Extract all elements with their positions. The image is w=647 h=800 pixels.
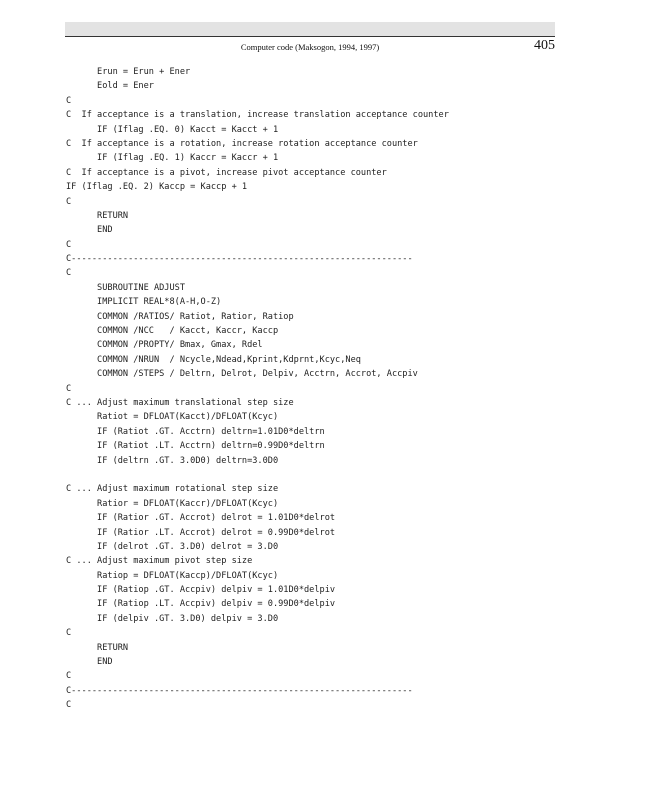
code-line: Ratiot = DFLOAT(Kacct)/DFLOAT(Kcyc) [66,412,279,423]
code-line: IF (Ratiot .LT. Acctrn) deltrn=0.99D0*deltrn [66,441,325,452]
code-line: IMPLICIT REAL*8(A-H,O-Z) [66,297,222,308]
code-line: Ratiop = DFLOAT(Kaccp)/DFLOAT(Kcyc) [66,570,279,581]
code-line: END [66,657,113,668]
code-line: C ... Adjust maximum pivot step size [66,556,253,567]
code-line: C [66,628,72,639]
header-band [65,22,555,36]
code-line: IF (Iflag .EQ. 1) Kaccr = Kaccr + 1 [66,153,279,164]
code-line: C [66,95,72,106]
code-line: Eold = Ener [66,81,154,92]
code-line [66,468,449,482]
code-line: C [66,196,72,207]
code-line: IF (Iflag .EQ. 2) Kaccp = Kaccp + 1 [66,182,248,193]
header-rule [65,36,555,37]
code-line: IF (Ratior .GT. Accrot) delrot = 1.01D0*delrot [66,513,336,524]
code-line: C [66,700,72,711]
code-line: RETURN [66,642,129,653]
code-line: C ... Adjust maximum translational step size [66,397,294,408]
code-line: IF (delpiv .GT. 3.D0) delpiv = 3.D0 [66,613,279,624]
code-line: Erun = Erun + Ener [66,67,191,77]
code-line: COMMON /RATIOS/ Ratiot, Ratior, Ratiop [66,311,294,322]
code-line: IF (Ratiot .GT. Acctrn) deltrn=1.01D0*deltrn [66,426,325,437]
code-line: IF (delrot .GT. 3.D0) delrot = 3.D0 [66,541,279,552]
code-line: IF (Ratiop .GT. Accpiv) delpiv = 1.01D0*delpiv [66,585,336,596]
code-line: C If acceptance is a translation, increase translation acceptance counter [66,110,449,121]
code-line: END [66,225,113,236]
code-line: SUBROUTINE ADJUST [66,282,185,293]
code-line: C [66,383,72,394]
code-line: COMMON /PROPTY/ Bmax, Gmax, Rdel [66,340,263,351]
code-line: C [66,239,72,250]
code-line: C ... Adjust maximum rotational step size [66,484,279,495]
code-line: IF (Ratiop .LT. Accpiv) delpiv = 0.99D0*delpiv [66,599,336,610]
code-line: COMMON /STEPS / Deltrn, Delrot, Delpiv, Acctrn, Accrot, Accpiv [66,369,418,380]
code-line: C [66,671,72,682]
code-line: IF (Iflag .EQ. 0) Kacct = Kacct + 1 [66,124,279,135]
page-number: 405 [534,38,555,53]
code-line: C------------------------------------------------------------------ [66,685,413,696]
code-listing [66,65,449,713]
code-line: COMMON /NRUN / Ncycle,Ndead,Kprint,Kdprnt,Kcyc,Neq [66,354,361,365]
code-line: C If acceptance is a rotation, increase rotation acceptance counter [66,138,418,149]
code-line: COMMON /NCC / Kacct, Kaccr, Kaccp [66,326,279,337]
code-line: IF (deltrn .GT. 3.0D0) deltrn=3.0D0 [66,455,279,466]
code-line: RETURN [66,210,129,221]
code-line: C If acceptance is a pivot, increase pivot acceptance counter [66,167,387,178]
running-title: Computer code (Maksogon, 1994, 1997) [240,42,380,52]
code-line: C------------------------------------------------------------------ [66,254,413,265]
code-line: C [66,268,72,279]
code-line: Ratior = DFLOAT(Kaccr)/DFLOAT(Kcyc) [66,498,279,509]
code-line: IF (Ratior .LT. Accrot) delrot = 0.99D0*delrot [66,527,336,538]
